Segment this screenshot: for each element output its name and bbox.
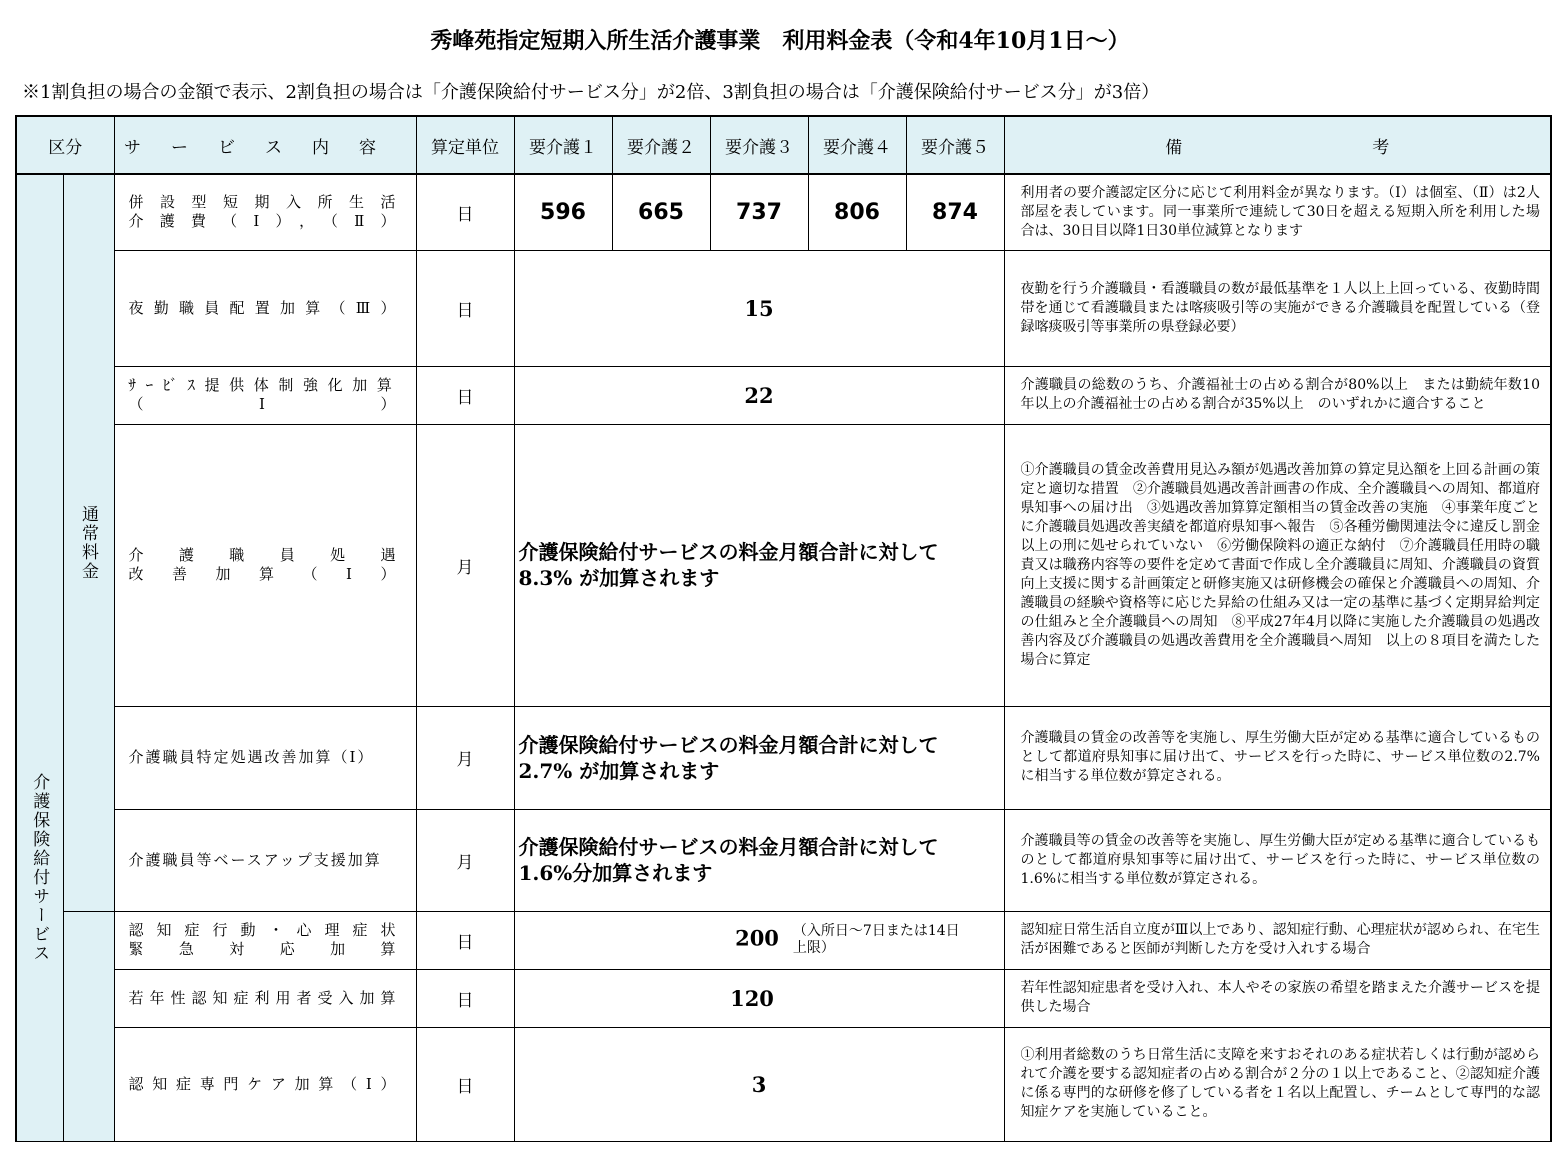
header-kubun: 区分 [16,116,114,174]
service-name [114,969,416,1027]
header-remarks [1004,116,1551,174]
fee-value-line2: 2.7% が加算されます [518,758,720,783]
fee-level-3: 737 [710,174,808,250]
fee-value-line2: 8.3% が加算されます [518,566,720,590]
service-name-line2: 介護費（Ⅰ），（Ⅱ） [128,212,402,231]
remark-cell: 認知症日常生活自立度がⅢ以上であり、認知症行動、心理症状が認められ、在宅生活が困難であると医師が判断した方を受け入れする場合 [1004,911,1551,969]
service-name [114,366,416,424]
fee-value-note: （入所日～7日または14日上限） [792,923,960,956]
unit-cell: 日 [416,1027,514,1141]
remark-cell: 夜勤を行う介護職員・看護職員の数が最低基準を１人以上上回っている、夜勤時間帯を通じて看護職員または喀痰吸引等の実施ができる介護職員を配置している（登録喀痰吸引等事業所の県登録必要） [1004,250,1551,366]
fee-table [15,115,1552,1142]
fee-value: 15 [514,250,1004,366]
service-name-line1: 併設型短期入所生活 [128,193,402,212]
service-name [114,250,416,366]
fee-value-number: 200 [735,925,779,951]
service-name [114,706,416,809]
fee-value-line1: 介護保険給付サービスの料金月額合計に対して [518,540,939,564]
fee-value-line1: 介護保険給付サービスの料金月額合計に対して [518,732,939,757]
unit-cell: 月 [416,809,514,911]
fee-level-5: 874 [906,174,1004,250]
service-name-text: ｻｰﾋﾞｽ提供体制強化加算（Ⅰ） [128,376,402,413]
remark-cell: ①介護職員の賃金改善費用見込み額が処遇改善加算の算定見込額を上回る計画の策定と適切な措置 ②介護職員処遇改善計画書の作成、全介護職員への周知、都道府県知事への届け出 ③処遇改善加算算定額相当の賃金改善の実施 ④事業年度ごとに介護職員処遇改善実績を都道府県知事へ報告 ⑤各種労働関連法令に違反し罰金以上の刑に処せられていない ⑥労働保険料の適正な納付 ⑦介護職員任用時の職責又は職務内容等の要件を定めて書面で作成し全介護職員に周知、介護職員の資質向上支援に関する計画策定と研修実施又は研修機会の確保と介護職員への周知、介護職員の経験や資格等に応じた昇給の仕組み又は一定の基準に基づく定期昇給判定の仕組みと全介護職員への周知 ⑧平成27年4月以降に実施した介護職員の処遇改善内容及び介護職員の処遇改善費用を全介護職員へ周知 以上の８項目を満たした場合に算定 [1004,424,1551,706]
remark-cell: ①利用者総数のうち日常生活に支障を来すおそれのある症状若しくは行動が認められて介護を要する認知症者の占める割合が２分の１以上であること、②認知症介護に係る専門的な研修を修了している者を１名以上配置し、チームとして専門的な認知症ケアを実施していること。 [1004,1027,1551,1141]
remark-cell: 介護職員等の賃金の改善等を実施し、厚生労働大臣が定める基準に適合しているものとして都道府県知事等に届け出て、サービスを行った時に、サービス単位数の1.6%に相当する単位数が算定される。 [1004,809,1551,911]
service-name-text: 夜勤職員配置加算（Ⅲ） [128,298,402,317]
service-name-line2: 改善加算（Ⅰ） [128,565,402,583]
fee-value-line2: 1.6%分加算されます [518,861,713,885]
fee-level-1: 596 [514,174,612,250]
fee-value [514,911,1004,969]
unit-cell: 日 [416,911,514,969]
header-level-5: 要介護５ [906,116,1004,174]
service-cell [114,911,416,969]
service-cell [114,424,416,706]
remark-cell: 介護職員の総数のうち、介護福祉士の占める割合が80%以上 または勤続年数10年以上の介護福祉士の占める割合が35%以上 のいずれかに適合すること [1004,366,1551,424]
unit-cell: 月 [416,424,514,706]
header-level-3: 要介護３ [710,116,808,174]
category-outer-label: 介護保険給付サービス [29,772,50,963]
service-name-line1: 認知症行動・心理症状 [128,921,402,939]
header-level-2: 要介護２ [612,116,710,174]
service-name-text: 介護職員特定処遇改善加算（Ⅰ） [128,748,375,766]
fee-value [514,706,1004,809]
remark-cell: 利用者の要介護認定区分に応じて利用料金が異なります。（Ⅰ）は個室、（Ⅱ）は2人部屋を表しています。同一事業所で連続して30日を超える短期入所を利用した場合は、30日目以降1日30単位減算となります [1004,174,1551,250]
category-inner-blank [63,911,114,1141]
unit-cell: 日 [416,969,514,1027]
service-name-line1: 介護職員処遇 [128,546,402,564]
category-inner-label: 通常料金 [78,504,98,581]
remark-cell: 介護職員の賃金の改善等を実施し、厚生労働大臣が定める基準に適合しているものとして都道府県知事に届け出て、サービスを行った時に、サービス単位数の2.7%に相当する単位数が算定される。 [1004,706,1551,809]
header-service: サービス内容 [114,116,416,174]
service-name [114,1027,416,1141]
fee-value [514,424,1004,706]
header-remarks-a: 備 [1165,137,1183,158]
service-name-line2: 緊急対応加算 [128,940,402,958]
fee-value: 22 [514,366,1004,424]
page-title: 秀峰苑指定短期入所生活介護事業 利用料金表（令和4年10月1日～） [430,28,1130,54]
service-name-text: 認知症専門ケア加算（Ⅰ） [128,1074,402,1093]
header-level-1: 要介護１ [514,116,612,174]
fee-value-line1: 介護保険給付サービスの料金月額合計に対して [518,835,939,859]
category-inner [63,174,114,911]
unit-cell: 月 [416,706,514,809]
unit-cell: 日 [416,174,514,250]
unit-cell: 日 [416,250,514,366]
fee-level-2: 665 [612,174,710,250]
fee-value: 120 [514,969,1004,1027]
fee-level-4: 806 [808,174,906,250]
service-cell [114,174,416,250]
header-remarks-b: 考 [1372,137,1390,158]
remark-cell: 若年性認知症患者を受け入れ、本人やその家族の希望を踏まえた介護サービスを提供した場合 [1004,969,1551,1027]
header-level-4: 要介護４ [808,116,906,174]
category-outer [16,174,63,1141]
burden-note: ※1割負担の場合の金額で表示、2割負担の場合は「介護保険給付サービス分」が2倍、3割負担の場合は「介護保険給付サービス分」が3倍） [22,82,1160,103]
fee-value: 3 [514,1027,1004,1141]
unit-cell: 日 [416,366,514,424]
service-name-text: 介護職員等ベースアップ支援加算 [128,850,382,869]
fee-value [514,809,1004,911]
header-unit: 算定単位 [416,116,514,174]
service-name [114,809,416,911]
service-name-text: 若年性認知症利用者受入加算 [128,988,402,1007]
